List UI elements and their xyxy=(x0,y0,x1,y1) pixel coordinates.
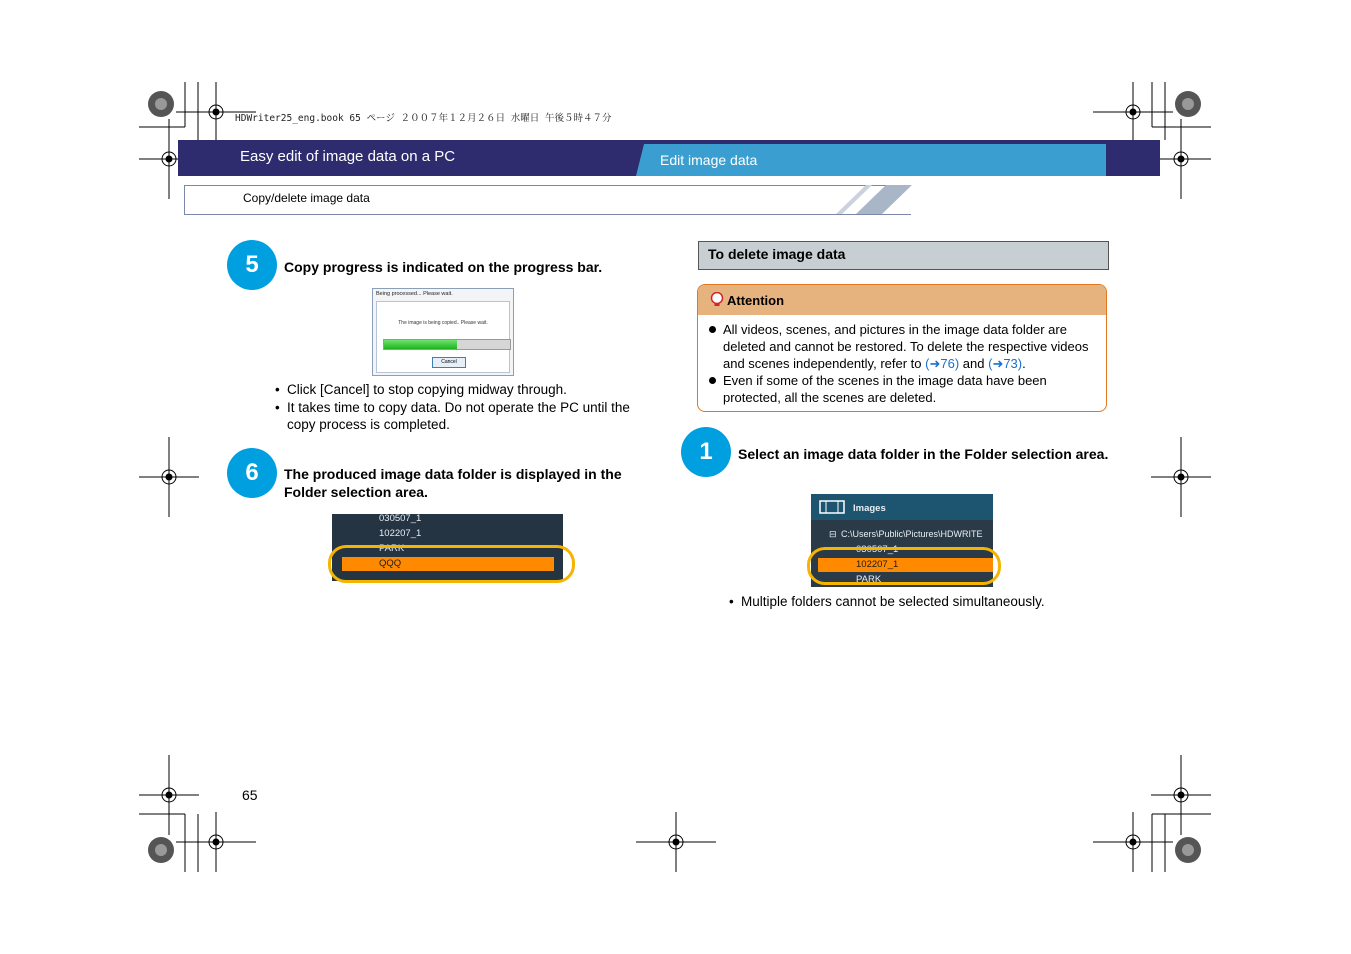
bullet-item: • Multiple folders cannot be selected simultaneously. xyxy=(729,593,1109,611)
progress-bar-fill xyxy=(384,340,457,349)
step-5-number: 5 xyxy=(227,240,277,290)
page-link-76[interactable]: (➜76) xyxy=(925,356,960,371)
folder-row: 030507_1 xyxy=(379,514,422,524)
dialog-title: Being processed... Please wait. xyxy=(376,291,453,297)
film-icon xyxy=(819,500,845,514)
highlight-oval xyxy=(807,547,1001,585)
subheader-stripes xyxy=(836,185,916,215)
attention-text: and xyxy=(962,356,985,371)
selected-folder-label: 102207_1 xyxy=(856,559,899,570)
step-1-bullets xyxy=(729,593,1109,611)
folder-path: C:\Users\Public\Pictures\HDWRITE xyxy=(841,529,983,539)
section-tab-label: Edit image data xyxy=(660,152,758,168)
attention-text: All videos, scenes, and pictures in the image data folder are deleted and cannot be restored. To delete the respective videos and scenes independently, refer to xyxy=(723,322,1089,371)
step-6-text: The produced image data folder is displayed in the Folder selection area. xyxy=(284,466,622,500)
selected-folder-label: QQQ xyxy=(379,558,402,569)
step-1-text: Select an image data folder in the Folder selection area. xyxy=(738,446,1109,462)
step-5-bullets xyxy=(275,381,655,434)
folder-row: 102207_1 xyxy=(379,528,422,539)
subheader-title: Copy/delete image data xyxy=(243,191,370,205)
progress-bar xyxy=(383,339,511,350)
page-number: 65 xyxy=(242,787,258,803)
step-5-text: Copy progress is indicated on the progress bar. xyxy=(284,259,603,275)
dialog-message: The image is being copied.. Please wait. xyxy=(398,320,488,326)
step-1-number: 1 xyxy=(681,427,731,477)
folder-row: PARK xyxy=(856,574,882,585)
progress-dialog xyxy=(372,288,514,376)
bullet-item: • It takes time to copy data. Do not operate the PC until the copy process is completed. xyxy=(275,399,655,434)
lightbulb-icon xyxy=(710,292,724,308)
highlight-oval xyxy=(328,545,575,583)
attention-item: Even if some of the scenes in the image data have been protected, all the scenes are deleted. xyxy=(708,372,1100,406)
page-link-73[interactable]: (➜73) xyxy=(988,356,1023,371)
attention-item xyxy=(708,321,1100,372)
print-slug: HDWriter25_eng.book 65 ページ ２００７年１２月２６日 水曜日 午後５時４７分 xyxy=(235,113,612,124)
folder-row: PARK xyxy=(379,543,405,554)
section-heading: To delete image data xyxy=(708,246,846,262)
attention-title: Attention xyxy=(727,293,785,308)
bullet-item: • Click [Cancel] to stop copying midway through. xyxy=(275,381,655,399)
step-6-number: 6 xyxy=(227,448,277,498)
attention-text: . xyxy=(1022,356,1026,371)
folder-row: 030507_1 xyxy=(856,544,899,555)
attention-box xyxy=(697,284,1107,412)
chapter-title: Easy edit of image data on a PC xyxy=(240,148,456,165)
images-label: Images xyxy=(853,503,886,514)
expand-icon[interactable]: ⊟ xyxy=(829,529,837,539)
cancel-button[interactable]: Cancel xyxy=(432,357,466,368)
